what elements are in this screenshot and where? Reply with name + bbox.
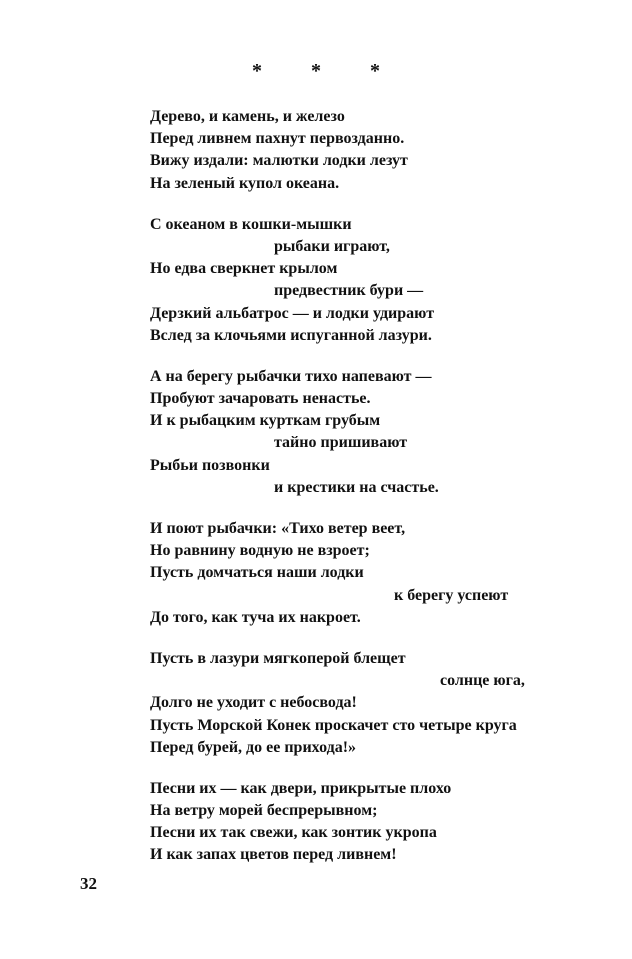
stanza-5 — [150, 648, 620, 759]
poem-line-indented: рыбаки играют, — [274, 237, 390, 255]
poem-line: Песни их так свежи, как зонтик укропа — [150, 824, 437, 842]
page-number: 32 — [80, 874, 97, 893]
section-asterisks: * * * — [252, 60, 402, 82]
poem-line: Пусть Морской Конек проскачет сто четыре круга — [150, 716, 517, 734]
poem-line: Вижу издали: малютки лодки лезут — [150, 152, 408, 170]
poem-line: А на берегу рыбачки тихо напевают — — [150, 367, 432, 385]
poem-line: Перед ливнем пахнут первозданно. — [150, 130, 405, 148]
poem-line-indented: предвестник бури — — [274, 282, 424, 300]
poem-line-indented: солнце юга, — [440, 672, 525, 690]
stanza-2 — [150, 214, 620, 347]
stanza-4 — [150, 518, 620, 629]
stanza-6 — [150, 778, 620, 867]
poem-line: На ветру морей беспрерывном; — [150, 802, 378, 820]
poem-line-indented: и крестики на счастье. — [274, 478, 439, 496]
poem-body — [150, 106, 620, 886]
poem-line: Рыбьи позвонки — [150, 456, 270, 474]
poem-line: До того, как туча их накроет. — [150, 608, 361, 626]
poem-line: Но равнину водную не взроет; — [150, 542, 370, 560]
poem-line-indented: к берегу успеют — [394, 586, 509, 604]
poem-line: Вслед за клочьями испуганной лазури. — [150, 326, 432, 344]
poem-line: Дерзкий альбатрос — и лодки удирают — [150, 304, 435, 322]
poem-line: Дерево, и камень, и железо — [150, 108, 345, 125]
poem-line: Пусть в лазури мягкоперой блещет — [150, 649, 406, 667]
stanza-1 — [150, 106, 620, 195]
stanza-3 — [150, 366, 620, 499]
poem-line: Долго не уходит с небосвода! — [150, 694, 357, 712]
poem-line: Пробуют зачаровать ненастье. — [150, 390, 371, 408]
poem-line: Пусть домчаться наши лодки — [150, 564, 364, 582]
poem-line: На зеленый купол океана. — [150, 174, 340, 192]
poem-line: Но едва сверкнет крылом — [150, 260, 338, 278]
poem-line: С океаном в кошки-мышки — [150, 215, 352, 233]
poem-line: Перед бурей, до ее прихода!» — [150, 738, 357, 756]
poem-line: Песни их — как двери, прикрытые плохо — [150, 779, 452, 797]
poem-line-indented: тайно пришивают — [274, 434, 408, 452]
poem-line: И поют рыбачки: «Тихо ветер веет, — [150, 520, 406, 537]
poem-line: И как запах цветов перед ливнем! — [150, 846, 397, 864]
poem-line: И к рыбацким курткам грубым — [150, 412, 381, 430]
